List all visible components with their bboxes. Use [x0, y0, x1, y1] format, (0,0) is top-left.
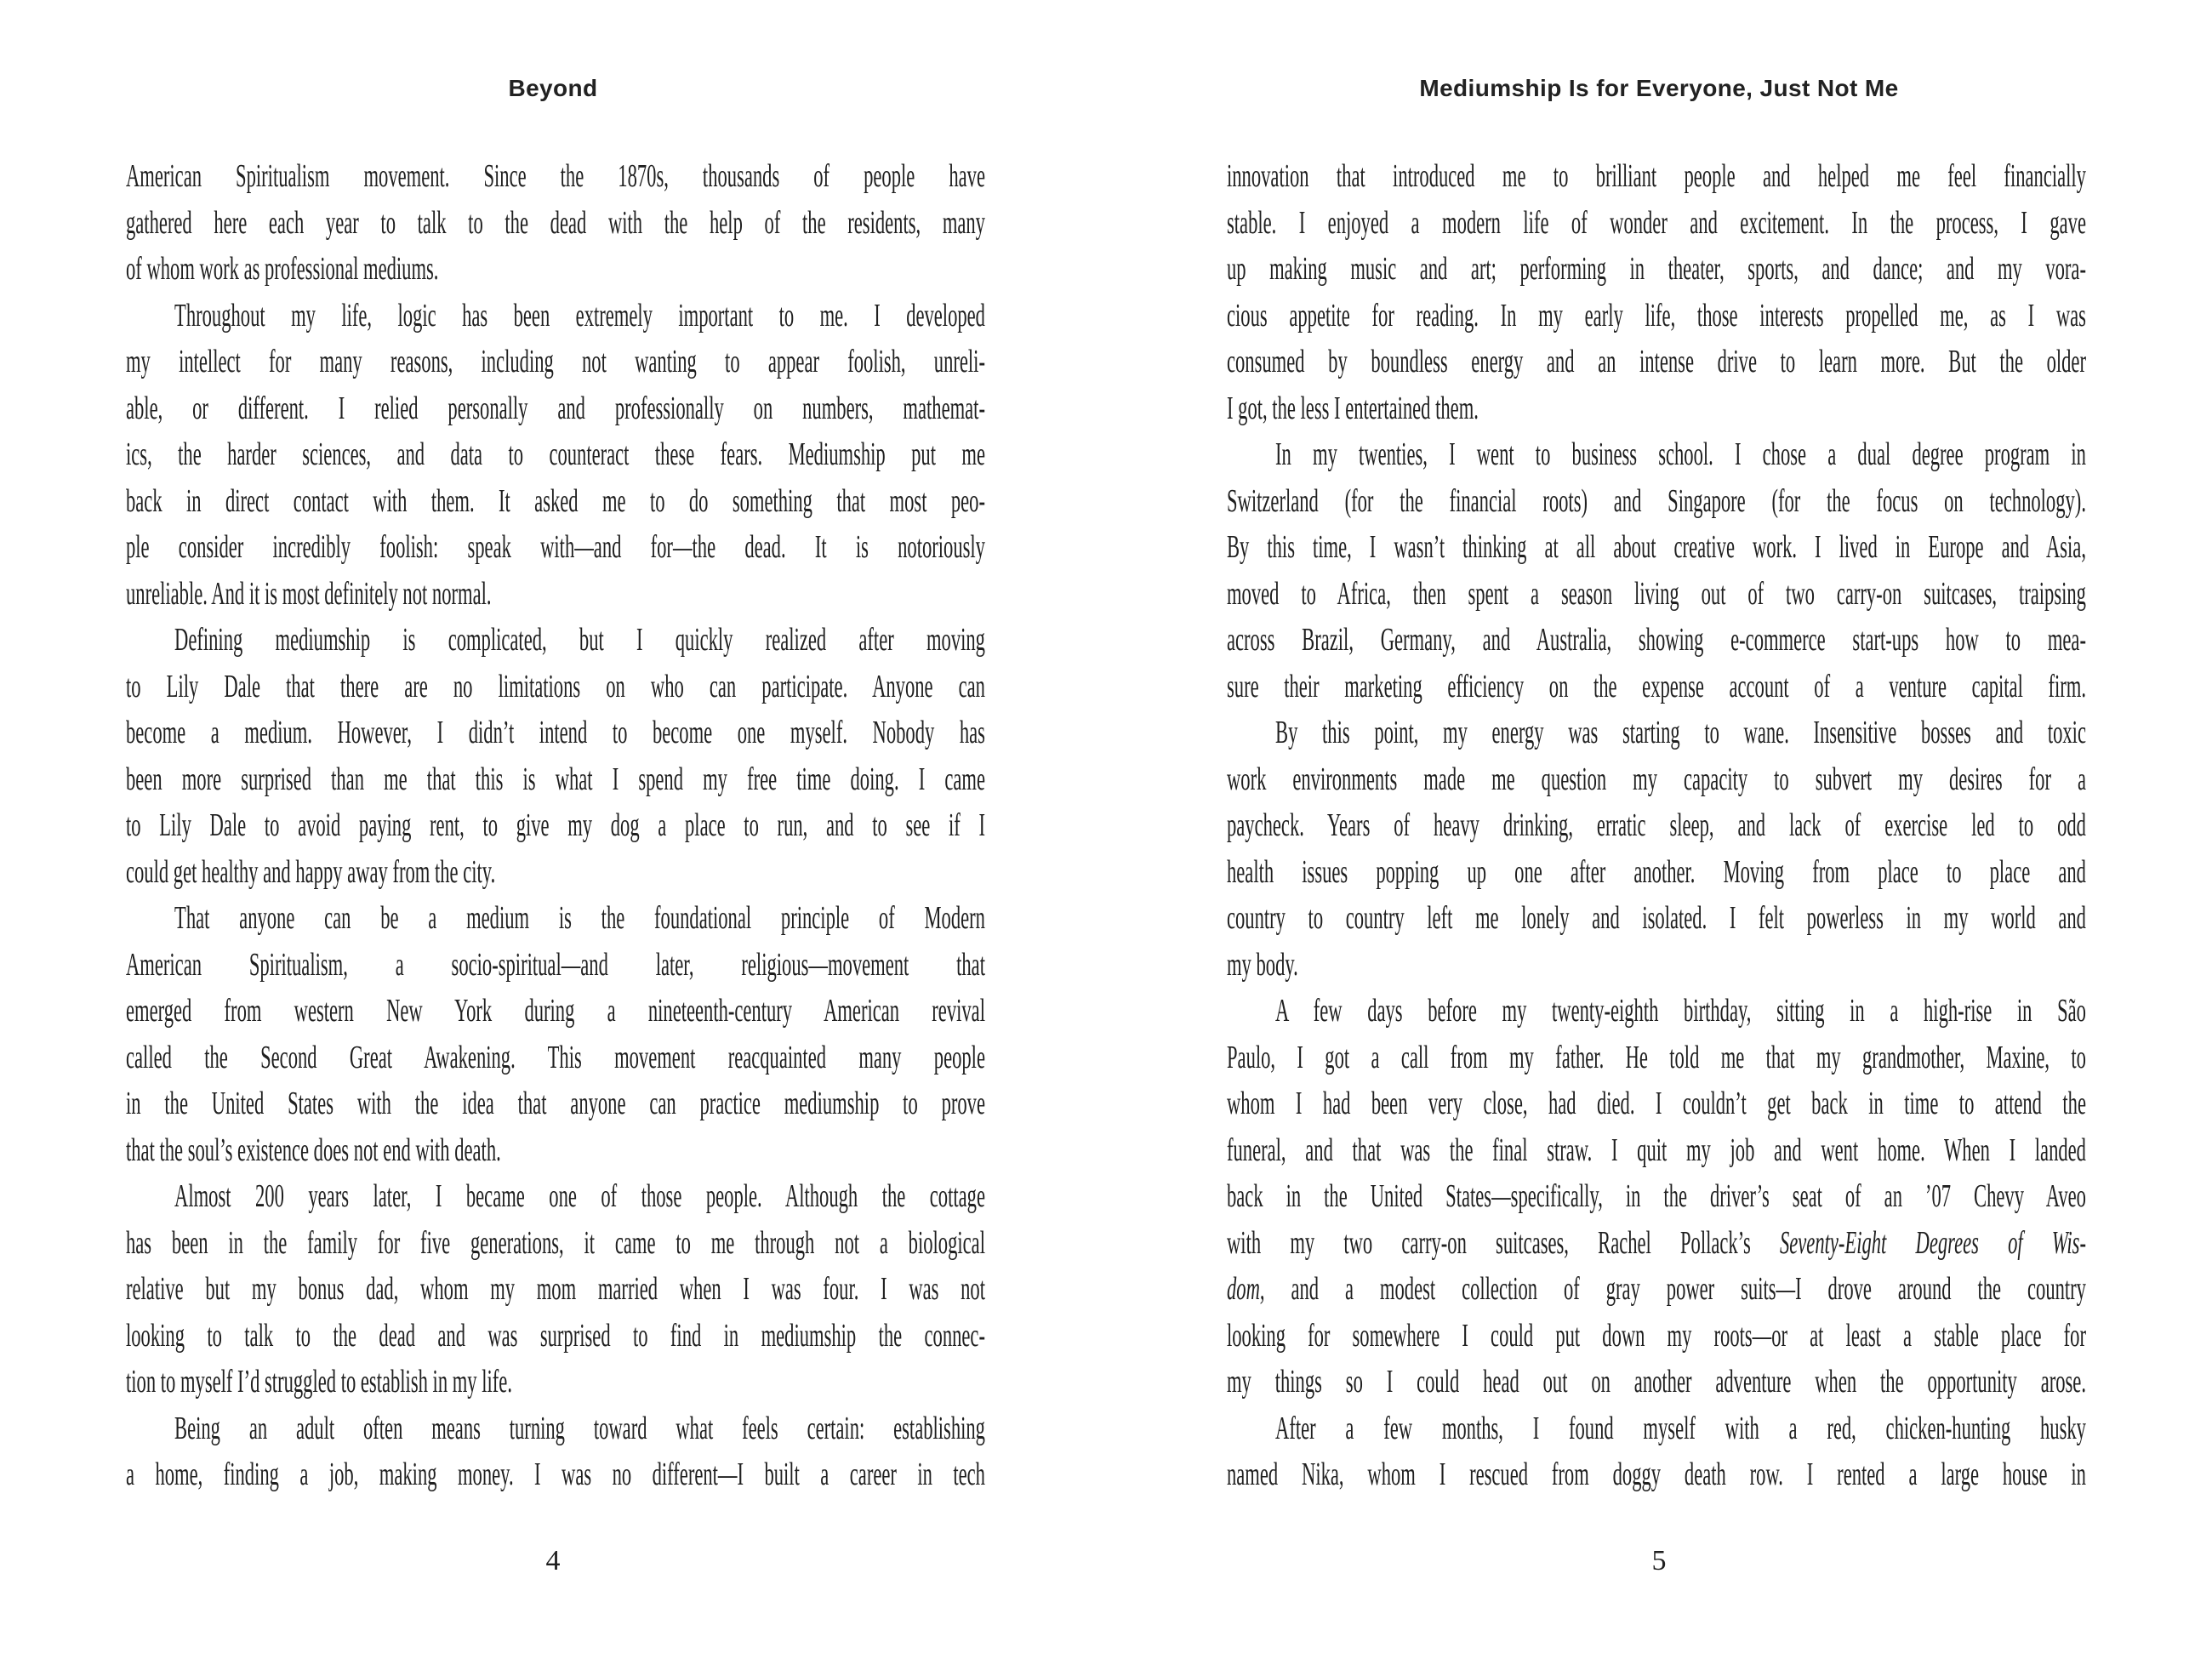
body-text-line — [1227, 153, 2086, 200]
body-text-line — [126, 1266, 985, 1313]
body-text-segment: named Nika, whom I rescued from doggy death row. I rented a large house in — [1227, 1457, 2086, 1492]
body-text-segment: that the soul’s existence does not end with death. — [126, 1132, 501, 1168]
body-text-line — [1227, 1405, 2086, 1452]
body-text-segment: up making music and art; performing in theater, sports, and dance; and my vora- — [1227, 251, 2086, 287]
body-text-segment: After a few months, I found myself with a red, chicken-hunting husky — [1275, 1410, 2086, 1446]
body-text-segment: A few days before my twenty-eighth birthday, sitting in a high-rise in São — [1275, 993, 2086, 1029]
body-text-segment: could get healthy and happy away from the city. — [126, 853, 496, 890]
body-text-segment: with my two carry-on suitcases, Rachel Pollack’s — [1227, 1224, 1780, 1261]
body-text-segment: I got, the less I entertained them. — [1227, 390, 1479, 426]
body-text-line — [1227, 756, 2086, 803]
body-text-segment: been more surprised than me that this is what I spend my free time doing. I came — [126, 761, 985, 797]
body-text-line — [126, 849, 985, 896]
body-text-line — [1227, 895, 2086, 942]
body-text-segment: health issues popping up one after another. Moving from place to place and — [1227, 853, 2086, 890]
body-text-segment: my things so I could head out on another adventure when the opportunity arose. — [1227, 1364, 2086, 1400]
body-text-segment: That anyone can be a medium is the foundational principle of Modern — [174, 900, 985, 936]
body-text-line — [1227, 710, 2086, 756]
body-text-line — [126, 524, 985, 571]
body-text-segment: consumed by boundless energy and an intense drive to learn more. But the older — [1227, 344, 2086, 379]
body-text-line — [126, 988, 985, 1035]
body-text-line — [1227, 385, 2086, 432]
body-text-line — [1227, 664, 2086, 710]
body-text-line — [126, 293, 985, 339]
body-text-segment: country to country left me lonely and isolated. I felt powerless in my world and — [1227, 900, 2086, 936]
body-text-line — [1227, 1313, 2086, 1360]
page-number-right: 5 — [1651, 1545, 1667, 1576]
body-text-line — [126, 153, 985, 200]
body-text-segment: my intellect for many reasons, including not wanting to appear foolish, unreli- — [126, 344, 985, 379]
body-text-segment: looking to talk to the dead and was surprised to find in mediumship the connec- — [126, 1317, 985, 1354]
body-text-segment: able, or different. I relied personally and professionally on numbers, mathemat- — [126, 390, 985, 426]
body-text-line — [126, 664, 985, 710]
body-text-segment: and a modest collection of gray power suits—I drove around the country — [1264, 1271, 2086, 1307]
body-text-line — [126, 942, 985, 989]
body-text-line — [126, 1220, 985, 1267]
body-text-segment: unreliable. And it is most definitely not normal. — [126, 575, 492, 612]
body-text-segment: gathered here each year to talk to the dead with the help of the residents, many — [126, 204, 985, 241]
body-text-segment: whom I had been very close, had died. I couldn’t get back in time to attend the — [1227, 1086, 2086, 1121]
body-text-segment: paycheck. Years of heavy drinking, erratic sleep, and lack of exercise led to odd — [1227, 807, 2086, 843]
body-text-segment: innovation that introduced me to brilliant people and helped me feel financially — [1227, 158, 2086, 194]
body-text-line — [1227, 571, 2086, 618]
body-text-line — [1227, 988, 2086, 1035]
body-text-segment: American Spiritualism movement. Since the 1870s, thousands of people have — [126, 158, 985, 194]
body-text-line — [126, 571, 985, 618]
body-text-segment: funeral, and that was the final straw. I quit my job and went home. When I landed — [1227, 1132, 2086, 1168]
body-text-line — [1227, 1359, 2086, 1405]
body-text-segment: Paulo, I got a call from my father. He told me that my grandmother, Maxine, to — [1227, 1039, 2086, 1075]
body-text-line — [1227, 246, 2086, 293]
body-text-segment: Throughout my life, logic has been extremely important to me. I developed — [174, 297, 985, 334]
body-text-segment: ics, the harder sciences, and data to counteract these fears. Mediumship put me — [126, 436, 985, 472]
body-text-segment: has been in the family for five generations, it came to me through not a biological — [126, 1224, 985, 1261]
body-text-segment: American Spiritualism, a socio-spiritual—and later, religious—movement that — [126, 946, 985, 983]
body-text-line — [1227, 431, 2086, 478]
body-text-italic-segment: Seventy-Eight Degrees of Wis- — [1779, 1224, 2086, 1261]
body-text-line — [126, 1035, 985, 1081]
page-right — [1106, 0, 2212, 1659]
body-text-segment: looking for somewhere I could put down my roots—or at least a stable place for — [1227, 1317, 2086, 1354]
body-text-segment: back in direct contact with them. It asked me to do something that most peo- — [126, 482, 985, 519]
body-text-line — [1227, 1173, 2086, 1220]
body-text-line — [1227, 1127, 2086, 1174]
body-text-line — [1227, 478, 2086, 525]
running-head-right: Mediumship Is for Everyone, Just Not Me — [1419, 75, 1899, 101]
body-text-segment: ple consider incredibly foolish: speak with—and for—the dead. It is notoriously — [126, 529, 985, 565]
body-text-segment: emerged from western New York during a nineteenth-century American revival — [126, 993, 985, 1029]
body-text-segment: Being an adult often means turning toward what feels certain: establishing — [174, 1410, 985, 1446]
body-text-line — [126, 200, 985, 247]
body-text-segment: a home, finding a job, making money. I was no different—I built a career in tech — [126, 1457, 985, 1492]
body-text-line — [1227, 524, 2086, 571]
body-text-line — [126, 1405, 985, 1452]
body-text-segment: to Lily Dale to avoid paying rent, to give my dog a place to run, and to see if I — [126, 807, 985, 843]
body-text-line — [126, 246, 985, 293]
body-text-line — [1227, 1266, 2086, 1313]
body-text-line — [126, 1127, 985, 1174]
body-text-segment: across Brazil, Germany, and Australia, showing e-commerce start-ups how to mea- — [1227, 622, 2086, 658]
body-text-line — [126, 1080, 985, 1127]
body-text-segment: of whom work as professional mediums. — [126, 251, 439, 287]
body-text-segment: my body. — [1227, 946, 1298, 983]
body-text-segment: moved to Africa, then spent a season living out of two carry-on suitcases, traipsing — [1227, 575, 2086, 612]
body-text-line — [1227, 849, 2086, 896]
body-text-segment: Switzerland (for the financial roots) and Singapore (for the focus on technology). — [1227, 482, 2086, 519]
body-text-line — [1227, 339, 2086, 385]
body-text-line — [1227, 617, 2086, 664]
body-text-segment: Defining mediumship is complicated, but I quickly realized after moving — [174, 622, 985, 658]
body-text-line — [126, 339, 985, 385]
body-text-segment: to Lily Dale that there are no limitations on who can participate. Anyone can — [126, 668, 985, 704]
body-text-line — [126, 385, 985, 432]
body-text-line — [1227, 1035, 2086, 1081]
page-number-left: 4 — [545, 1545, 561, 1576]
body-text-line — [126, 1313, 985, 1360]
body-text-line — [1227, 942, 2086, 989]
body-text-line — [1227, 293, 2086, 339]
body-text-segment: cious appetite for reading. In my early life, those interests propelled me, as I was — [1227, 297, 2086, 334]
body-text-line — [1227, 200, 2086, 247]
body-text-segment: In my twenties, I went to business school. I chose a dual degree program in — [1275, 436, 2086, 472]
body-text-line — [126, 895, 985, 942]
body-text-line — [126, 802, 985, 849]
body-text-segment: called the Second Great Awakening. This movement reacquainted many people — [126, 1039, 985, 1075]
body-text-line — [126, 617, 985, 664]
body-text-line — [1227, 1220, 2086, 1267]
body-text-segment: relative but my bonus dad, whom my mom married when I was four. I was not — [126, 1271, 985, 1307]
body-text-segment: stable. I enjoyed a modern life of wonder and excitement. In the process, I gave — [1227, 204, 2086, 241]
body-text-line — [126, 478, 985, 525]
body-text-line — [126, 1451, 985, 1498]
body-text-segment: By this point, my energy was starting to wane. Insensitive bosses and toxic — [1275, 715, 2086, 750]
body-text-line — [1227, 802, 2086, 849]
body-text-line — [126, 1173, 985, 1220]
body-text-segment: in the United States with the idea that anyone can practice mediumship to prove — [126, 1086, 985, 1121]
body-text-line — [126, 710, 985, 756]
body-text-line — [126, 1359, 985, 1405]
body-text-segment: sure their marketing efficiency on the expense account of a venture capital firm. — [1227, 668, 2086, 704]
running-head-left: Beyond — [508, 75, 598, 101]
body-text-segment: By this time, I wasn’t thinking at all about creative work. I lived in Europe and Asia, — [1227, 529, 2086, 565]
body-text-line — [1227, 1080, 2086, 1127]
body-text-segment: tion to myself I’d struggled to establish in my life. — [126, 1364, 512, 1400]
body-text-italic-segment: dom, — [1227, 1271, 1265, 1307]
body-text-line — [126, 756, 985, 803]
page-body-right — [1227, 153, 2086, 1498]
body-text-line — [126, 431, 985, 478]
body-text-segment: back in the United States—specifically, in the driver’s seat of an ’07 Chevy Aveo — [1227, 1178, 2086, 1214]
body-text-segment: Almost 200 years later, I became one of those people. Although the cottage — [174, 1178, 985, 1214]
page-body-left — [126, 153, 985, 1498]
body-text-line — [1227, 1451, 2086, 1498]
body-text-segment: become a medium. However, I didn’t intend to become one myself. Nobody has — [126, 715, 985, 750]
body-text-segment: work environments made me question my capacity to subvert my desires for a — [1227, 761, 2086, 797]
